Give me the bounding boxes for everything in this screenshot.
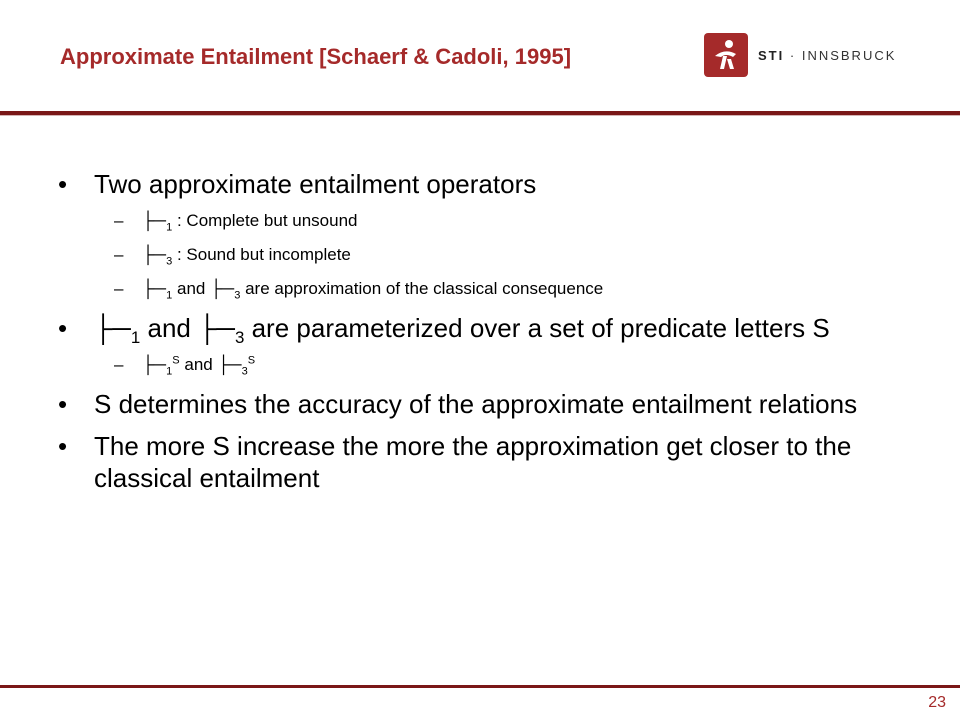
bullet-text: Two approximate entailment operators [94, 169, 537, 199]
sub-bullet-approximation: – $├─_1$ and $├─_3$ are approximation of the classical consequence [114, 279, 604, 302]
bullet-dot: • [58, 313, 68, 343]
footer-divider [0, 685, 960, 688]
turnstile-symbol: $├─_1$ [142, 211, 173, 234]
turnstile-symbol: $├─_3^S$ [217, 354, 256, 378]
header-divider-shadow [0, 115, 960, 116]
bullet-dot: • [58, 169, 68, 199]
bullet-accuracy [58, 388, 918, 420]
sub-bullet-parameterized-operators: – $├─_1^S$ and $├─_3^S$ [114, 354, 256, 378]
sub-bullet-complete-unsound: – $├─_1$ : Complete but unsound [114, 211, 358, 234]
turnstile-symbol: $├─_3$ [142, 245, 173, 268]
turnstile-symbol: $├─_1$ [142, 279, 173, 302]
bullet-text: are parameterized over a set of predicate letters S [251, 313, 830, 343]
bullet-parameterized: • $├─_1$ and $├─_3$ are parameterized over a set of predicate letters S [58, 313, 830, 348]
sub-bullet-text: : Sound but incomplete [176, 245, 351, 264]
bullet-text: S determines the accuracy of the approximate entailment relations [94, 389, 858, 419]
sub-bullet-text: are approximation of the classical consequence [245, 279, 604, 298]
bullet-text: The more S increase the more the approximation get closer to the classical entailment [94, 431, 852, 493]
turnstile-symbol: $├─_3$ [198, 313, 245, 348]
slide-body [58, 168, 918, 504]
turnstile-symbol: $├─_1$ [94, 313, 141, 348]
sub-bullet-sound-incomplete: – $├─_3$ : Sound but incomplete [114, 245, 351, 268]
sub-bullet-text: : Complete but unsound [176, 211, 358, 230]
bullet-dot: • [58, 389, 68, 419]
sti-logo-text: STI · INNSBRUCK [758, 47, 897, 63]
turnstile-symbol: $├─_1^S$ [142, 354, 180, 378]
bullet-more-s [58, 430, 918, 494]
slide-title: Approximate Entailment [Schaerf & Cadoli, 1995] [60, 44, 572, 69]
bullet-dot: • [58, 431, 68, 461]
sti-logo-icon [704, 33, 748, 77]
bullet-operators [58, 168, 918, 200]
sti-logo [704, 33, 896, 77]
turnstile-symbol: $├─_3$ [210, 279, 241, 302]
page-number: 23 [928, 694, 946, 711]
